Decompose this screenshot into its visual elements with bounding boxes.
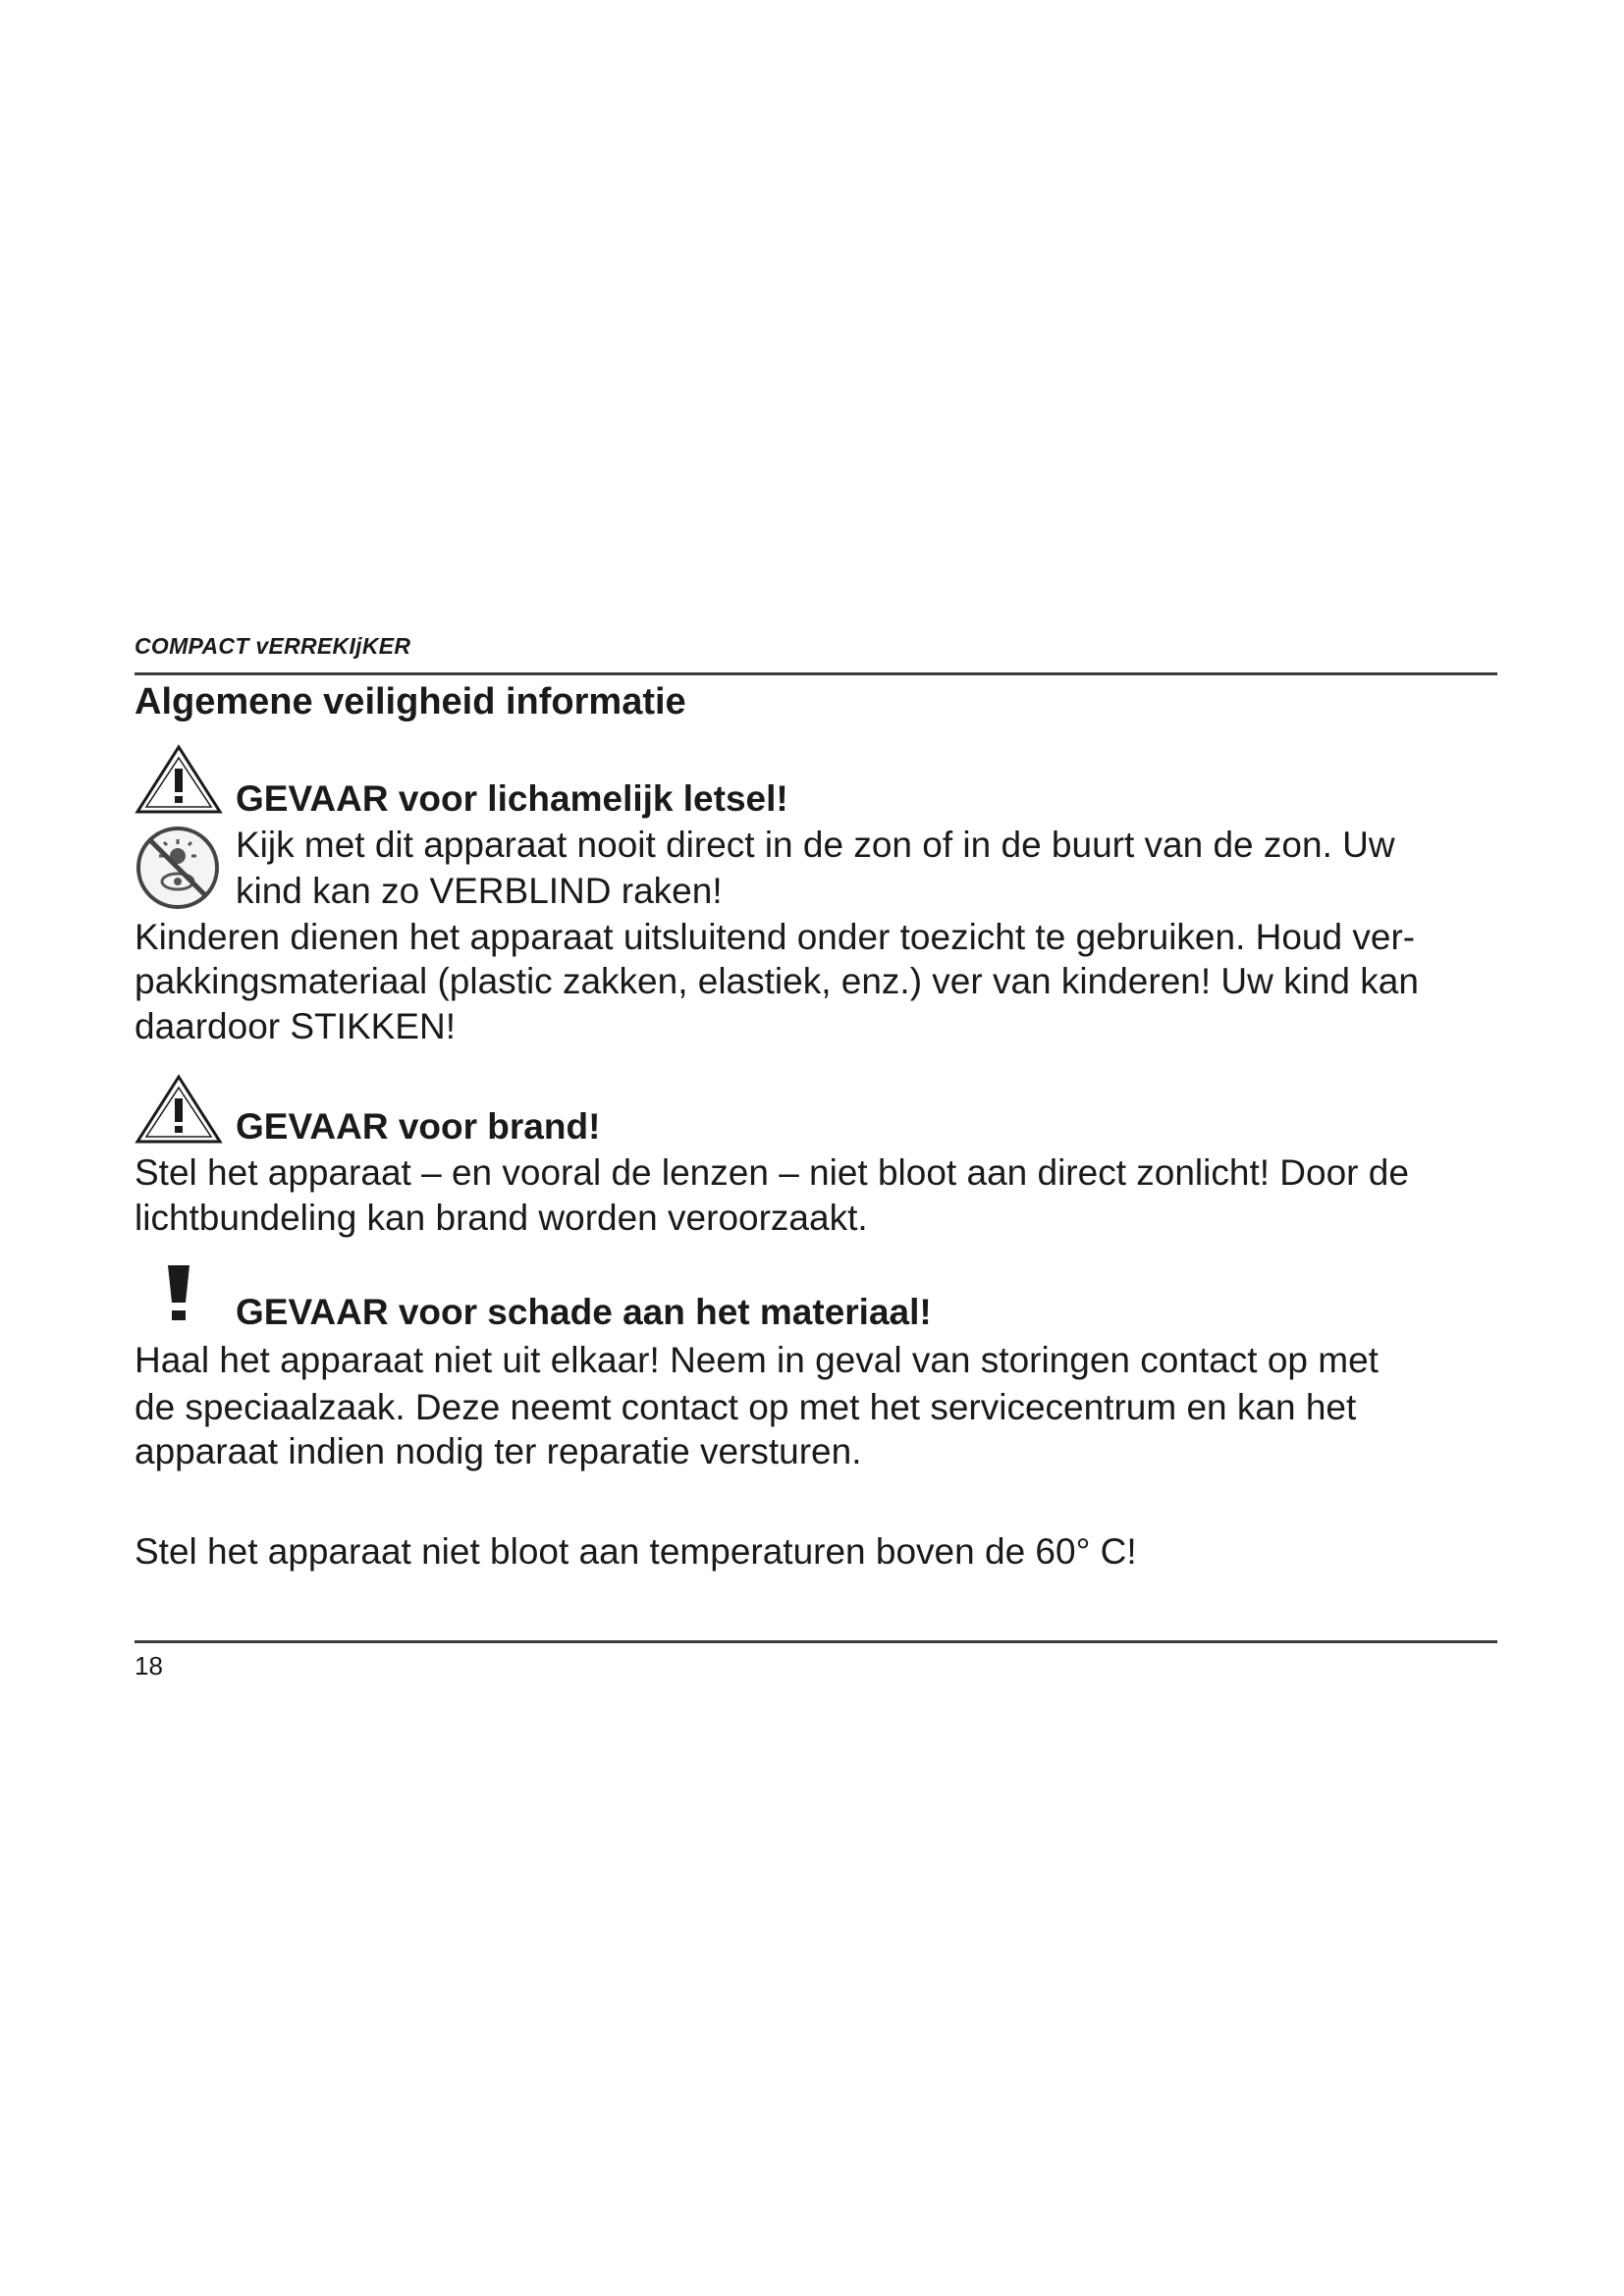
warning-text-line: de speciaalzaak. Deze neemt contact op met het servicecentrum en kan het	[135, 1387, 1357, 1427]
footer-rule	[135, 1640, 1497, 1643]
warning-text-line: kind kan zo VERBLIND raken!	[236, 871, 723, 911]
warning-triangle-icon	[135, 1074, 223, 1145]
warning-heading-injury: GEVAAR voor lichamelijk letsel!	[236, 778, 788, 819]
section-title: Algemene veiligheid informatie	[135, 681, 686, 722]
no-sun-viewing-icon	[135, 825, 221, 911]
warning-text-line: Haal het apparaat niet uit elkaar! Neem in geval van storingen contact op met	[135, 1340, 1379, 1380]
warning-text-line: Stel het apparaat – en vooral de lenzen – niet bloot aan direct zonlicht! Door de	[135, 1152, 1409, 1193]
temperature-note: Stel het apparaat niet bloot aan temperaturen boven de 60° C!	[135, 1531, 1137, 1572]
exclamation-icon	[164, 1263, 193, 1322]
warning-triangle-icon	[135, 744, 223, 815]
running-header: COMPACT vERREKIjKER	[135, 633, 411, 659]
warning-text-line: Kinderen dienen het apparaat uitsluitend onder toezicht te gebruiken. Houd ver-	[135, 917, 1416, 957]
warning-text-line: pakkingsmateriaal (plastic zakken, elastiek, enz.) ver van kinderen! Uw kind kan	[135, 961, 1419, 1001]
header-rule	[135, 672, 1497, 675]
warning-heading-damage: GEVAAR voor schade aan het materiaal!	[236, 1292, 932, 1332]
page-number: 18	[135, 1651, 163, 1681]
warning-heading-fire: GEVAAR voor brand!	[236, 1106, 601, 1147]
warning-text-line: daardoor STIKKEN!	[135, 1006, 456, 1046]
warning-text-line: apparaat indien nodig ter reparatie versturen.	[135, 1431, 862, 1471]
warning-text-line: lichtbundeling kan brand worden veroorzaakt.	[135, 1198, 868, 1238]
warning-text-line: Kijk met dit apparaat nooit direct in de zon of in de buurt van de zon. Uw	[236, 825, 1395, 865]
